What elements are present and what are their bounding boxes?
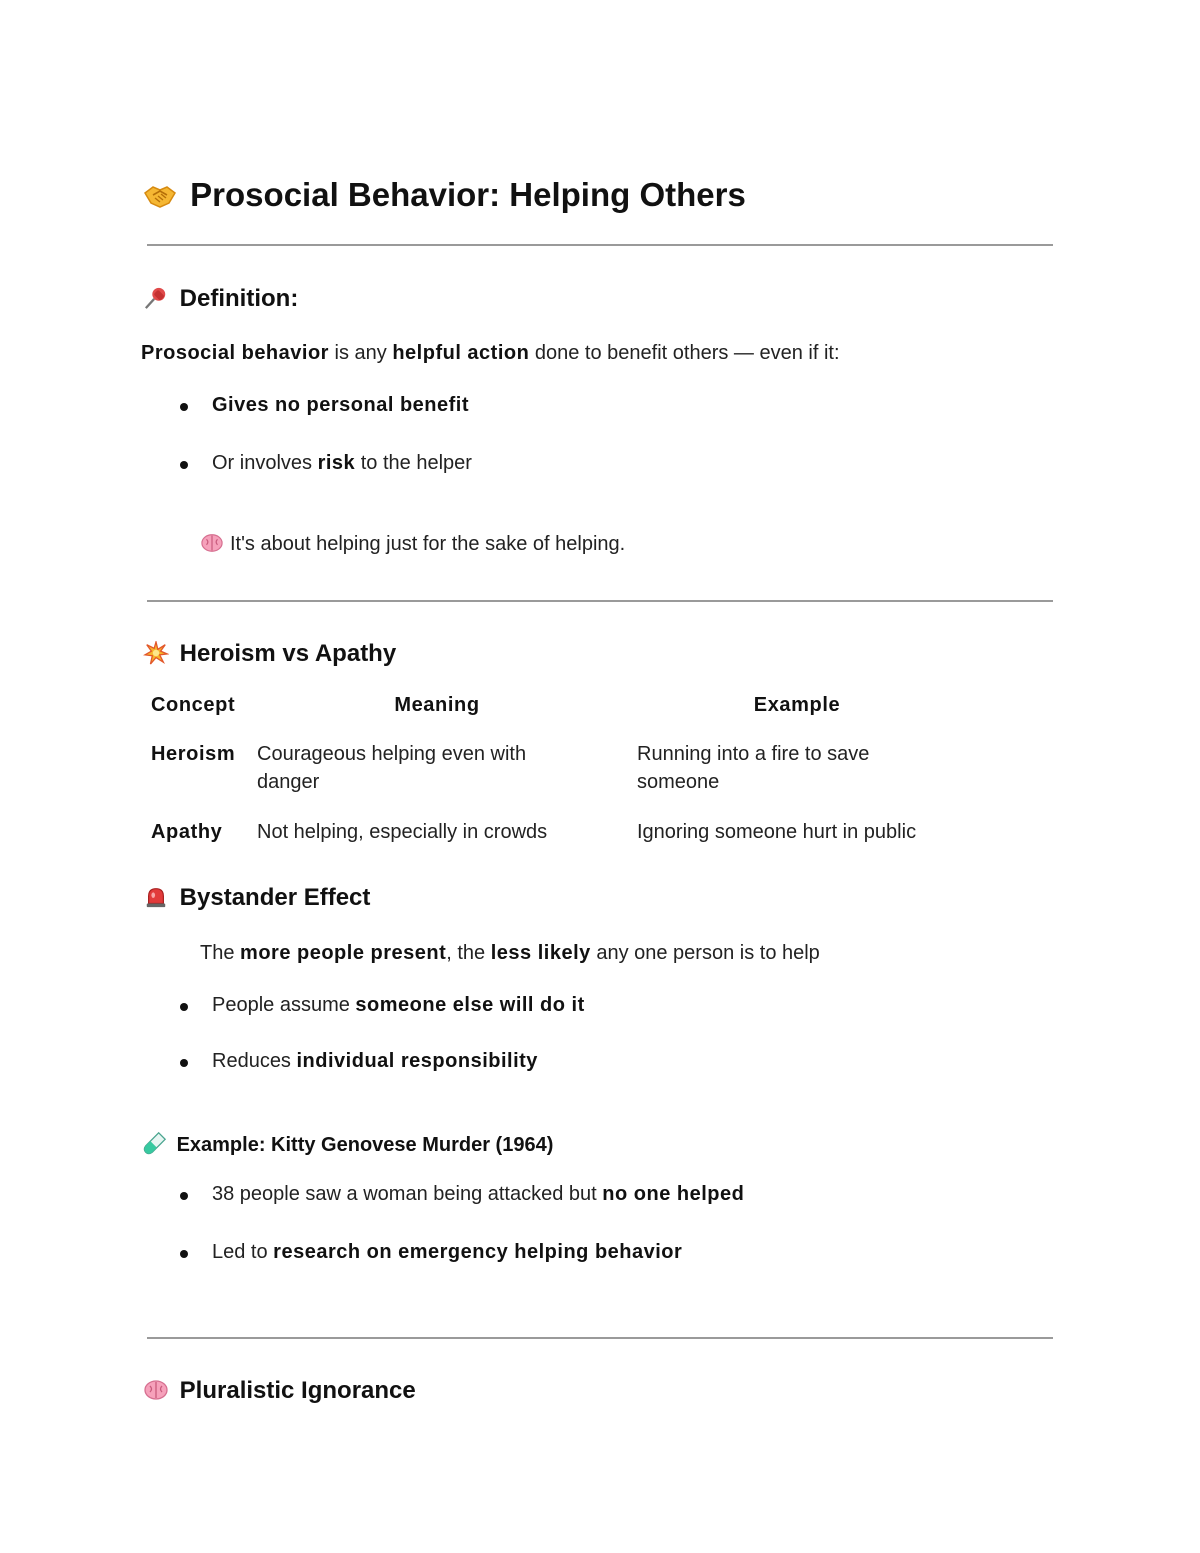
bullet-text: People assume [212, 994, 356, 1016]
definition-heading-row [143, 285, 298, 313]
list-item [212, 1050, 538, 1073]
bystander-heading [143, 884, 370, 912]
bullet-bold: Gives no personal benefit [212, 394, 470, 416]
bullet-text: 38 people saw a woman being attacked but [212, 1183, 603, 1205]
bullet-bold: no one helped [602, 1183, 745, 1205]
table-cell: Ignoring someone hurt in public [637, 821, 917, 843]
bullet-bold: individual responsibility [296, 1050, 538, 1072]
lead-bold: less likely [490, 942, 591, 964]
lead-mid: is any [328, 342, 393, 364]
bullet-dot [180, 1003, 188, 1011]
title-row [143, 176, 746, 214]
table-row [141, 722, 967, 796]
lead-term-2: helpful action [392, 342, 530, 364]
pluralistic-heading-row [143, 1377, 416, 1405]
bystander-lead [200, 942, 820, 965]
table-row [141, 796, 967, 846]
bystander-heading-row [143, 884, 370, 912]
test-tube-icon [143, 1131, 167, 1155]
bullet-text: Or involves [212, 452, 318, 474]
table-cell: Running into a fire to save someone [637, 743, 870, 793]
list-item [212, 1183, 744, 1206]
example-heading-text: Example: Kitty Genovese Murder (1964) [176, 1134, 554, 1156]
list-item [212, 994, 585, 1017]
column-header: Concept [151, 693, 236, 716]
pluralistic-heading-text: Pluralistic Ignorance [179, 1377, 416, 1404]
siren-icon [143, 885, 169, 909]
table-cell: Apathy [151, 821, 223, 843]
heroism-heading-text: Heroism vs Apathy [179, 640, 397, 667]
table-header-row [141, 688, 967, 722]
bullet-text: Reduces [212, 1050, 297, 1072]
definition-heading [143, 285, 298, 313]
table-cell: Heroism [151, 743, 236, 765]
definition-lead [141, 342, 840, 365]
brain-icon [200, 532, 224, 554]
lead-end: done to benefit others — even if it: [529, 342, 840, 364]
pushpin-icon [143, 286, 169, 310]
bullet-dot [180, 1059, 188, 1067]
table-cell: Courageous helping even with danger [257, 743, 527, 793]
pluralistic-heading [143, 1377, 416, 1405]
example-heading-row [143, 1131, 553, 1157]
divider [147, 600, 1053, 602]
bullet-dot [180, 1250, 188, 1258]
heroism-heading-row [143, 640, 396, 668]
divider [147, 1337, 1053, 1339]
list-item [212, 394, 469, 417]
lead-text: , the [446, 942, 491, 964]
divider [147, 244, 1053, 246]
lead-text: The [200, 942, 241, 964]
brain-icon [143, 1378, 169, 1402]
column-header: Example [753, 693, 841, 716]
example-heading [143, 1131, 553, 1157]
bullet-text: Led to [212, 1241, 274, 1263]
bullet-bold: research on emergency helping behavior [273, 1241, 683, 1263]
note-text: It's about helping just for the sake of helping. [230, 533, 626, 555]
handshake-icon [143, 181, 177, 211]
lead-bold: more people present [240, 942, 447, 964]
list-item [212, 1241, 682, 1264]
heroism-heading [143, 640, 396, 668]
bystander-heading-text: Bystander Effect [179, 884, 371, 911]
table-cell: Not helping, especially in crowds [257, 821, 548, 843]
column-header: Meaning [394, 693, 480, 716]
collision-icon [143, 641, 169, 665]
list-item [212, 452, 472, 475]
page-title [143, 176, 746, 214]
bullet-bold: risk [317, 452, 356, 474]
definition-heading-text: Definition: [179, 285, 299, 312]
bullet-bold: someone else will do it [355, 994, 585, 1016]
lead-text: any one person is to help [590, 942, 820, 964]
definition-note [200, 532, 625, 556]
bullet-text: to the helper [355, 452, 472, 474]
bullet-dot [180, 461, 188, 469]
bullet-dot [180, 1192, 188, 1200]
heroism-table [141, 688, 967, 846]
bullet-dot [180, 403, 188, 411]
lead-term: Prosocial behavior [141, 342, 329, 364]
page-title-text: Prosocial Behavior: Helping Others [190, 176, 746, 213]
